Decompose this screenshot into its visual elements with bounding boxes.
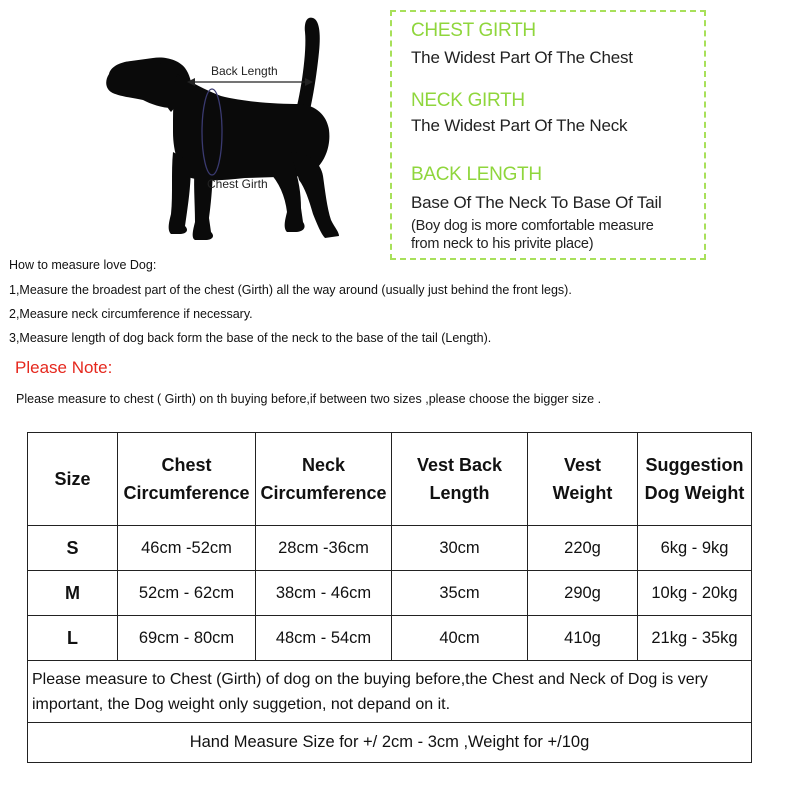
- header-back-length: Vest Back Length: [392, 433, 528, 526]
- size-cell: M: [28, 571, 118, 616]
- back-length-cell: 35cm: [392, 571, 528, 616]
- table-row: [28, 526, 752, 571]
- size-cell: S: [28, 526, 118, 571]
- footer-note: Please measure to Chest (Girth) of dog on the buying before,the Chest and Neck of Dog is very important, the Dog weight only suggetion, not depand on it.: [28, 661, 752, 723]
- instruction-step-3: 3,Measure length of dog back form the base of the neck to the base of the tail (Length).: [9, 331, 492, 345]
- note-title: Please Note:: [15, 358, 113, 377]
- back-length-cell: 40cm: [392, 616, 528, 661]
- header-size: Size: [28, 433, 118, 526]
- instruction-step-1: 1,Measure the broadest part of the chest (Girth) all the way around (usually just behind the front legs).: [9, 283, 572, 297]
- table-footer-tolerance-row: [28, 723, 752, 763]
- back-length-note-1: (Boy dog is more comfortable measure: [411, 218, 654, 234]
- chest-girth-desc: The Widest Part Of The Chest: [411, 48, 633, 67]
- dog-weight-cell: 21kg - 35kg: [638, 616, 752, 661]
- chest-cell: 52cm - 62cm: [118, 571, 256, 616]
- neck-cell: 28cm -36cm: [256, 526, 392, 571]
- vest-weight-cell: 220g: [528, 526, 638, 571]
- table-row: [28, 571, 752, 616]
- header-chest: Chest Circumference: [118, 433, 256, 526]
- chest-girth-title: CHEST GIRTH: [411, 20, 536, 41]
- back-length-cell: 30cm: [392, 526, 528, 571]
- header-vest-weight: Vest Weight: [528, 433, 638, 526]
- dog-weight-cell: 10kg - 20kg: [638, 571, 752, 616]
- neck-cell: 48cm - 54cm: [256, 616, 392, 661]
- back-length-arrow: [187, 78, 313, 86]
- back-length-label: Back Length: [211, 64, 278, 78]
- back-length-desc: Base Of The Neck To Base Of Tail: [411, 193, 662, 212]
- neck-girth-title: NECK GIRTH: [411, 90, 525, 111]
- instructions-heading: How to measure love Dog:: [9, 258, 157, 272]
- dog-measurement-diagram: [95, 12, 385, 250]
- back-length-title: BACK LENGTH: [411, 164, 542, 185]
- measurement-legend-box: [390, 10, 706, 260]
- size-cell: L: [28, 616, 118, 661]
- table-header-row: [28, 433, 752, 526]
- back-length-note-2: from neck to his privite place): [411, 236, 594, 252]
- table-footer-note-row: [28, 661, 752, 723]
- vest-weight-cell: 290g: [528, 571, 638, 616]
- chest-cell: 46cm -52cm: [118, 526, 256, 571]
- dog-weight-cell: 6kg - 9kg: [638, 526, 752, 571]
- instruction-step-2: 2,Measure neck circumference if necessary.: [9, 307, 253, 321]
- vest-weight-cell: 410g: [528, 616, 638, 661]
- table-row: [28, 616, 752, 661]
- chest-cell: 69cm - 80cm: [118, 616, 256, 661]
- neck-girth-desc: The Widest Part Of The Neck: [411, 116, 628, 135]
- size-chart-table: [27, 432, 752, 763]
- neck-cell: 38cm - 46cm: [256, 571, 392, 616]
- chest-girth-label: Chest Girth: [207, 177, 268, 191]
- note-text: Please measure to chest ( Girth) on th buying before,if between two sizes ,please choose the bigger size .: [16, 392, 602, 406]
- footer-tolerance: Hand Measure Size for +/ 2cm - 3cm ,Weight for +/10g: [28, 723, 752, 763]
- header-neck: Neck Circumference: [256, 433, 392, 526]
- header-dog-weight: Suggestion Dog Weight: [638, 433, 752, 526]
